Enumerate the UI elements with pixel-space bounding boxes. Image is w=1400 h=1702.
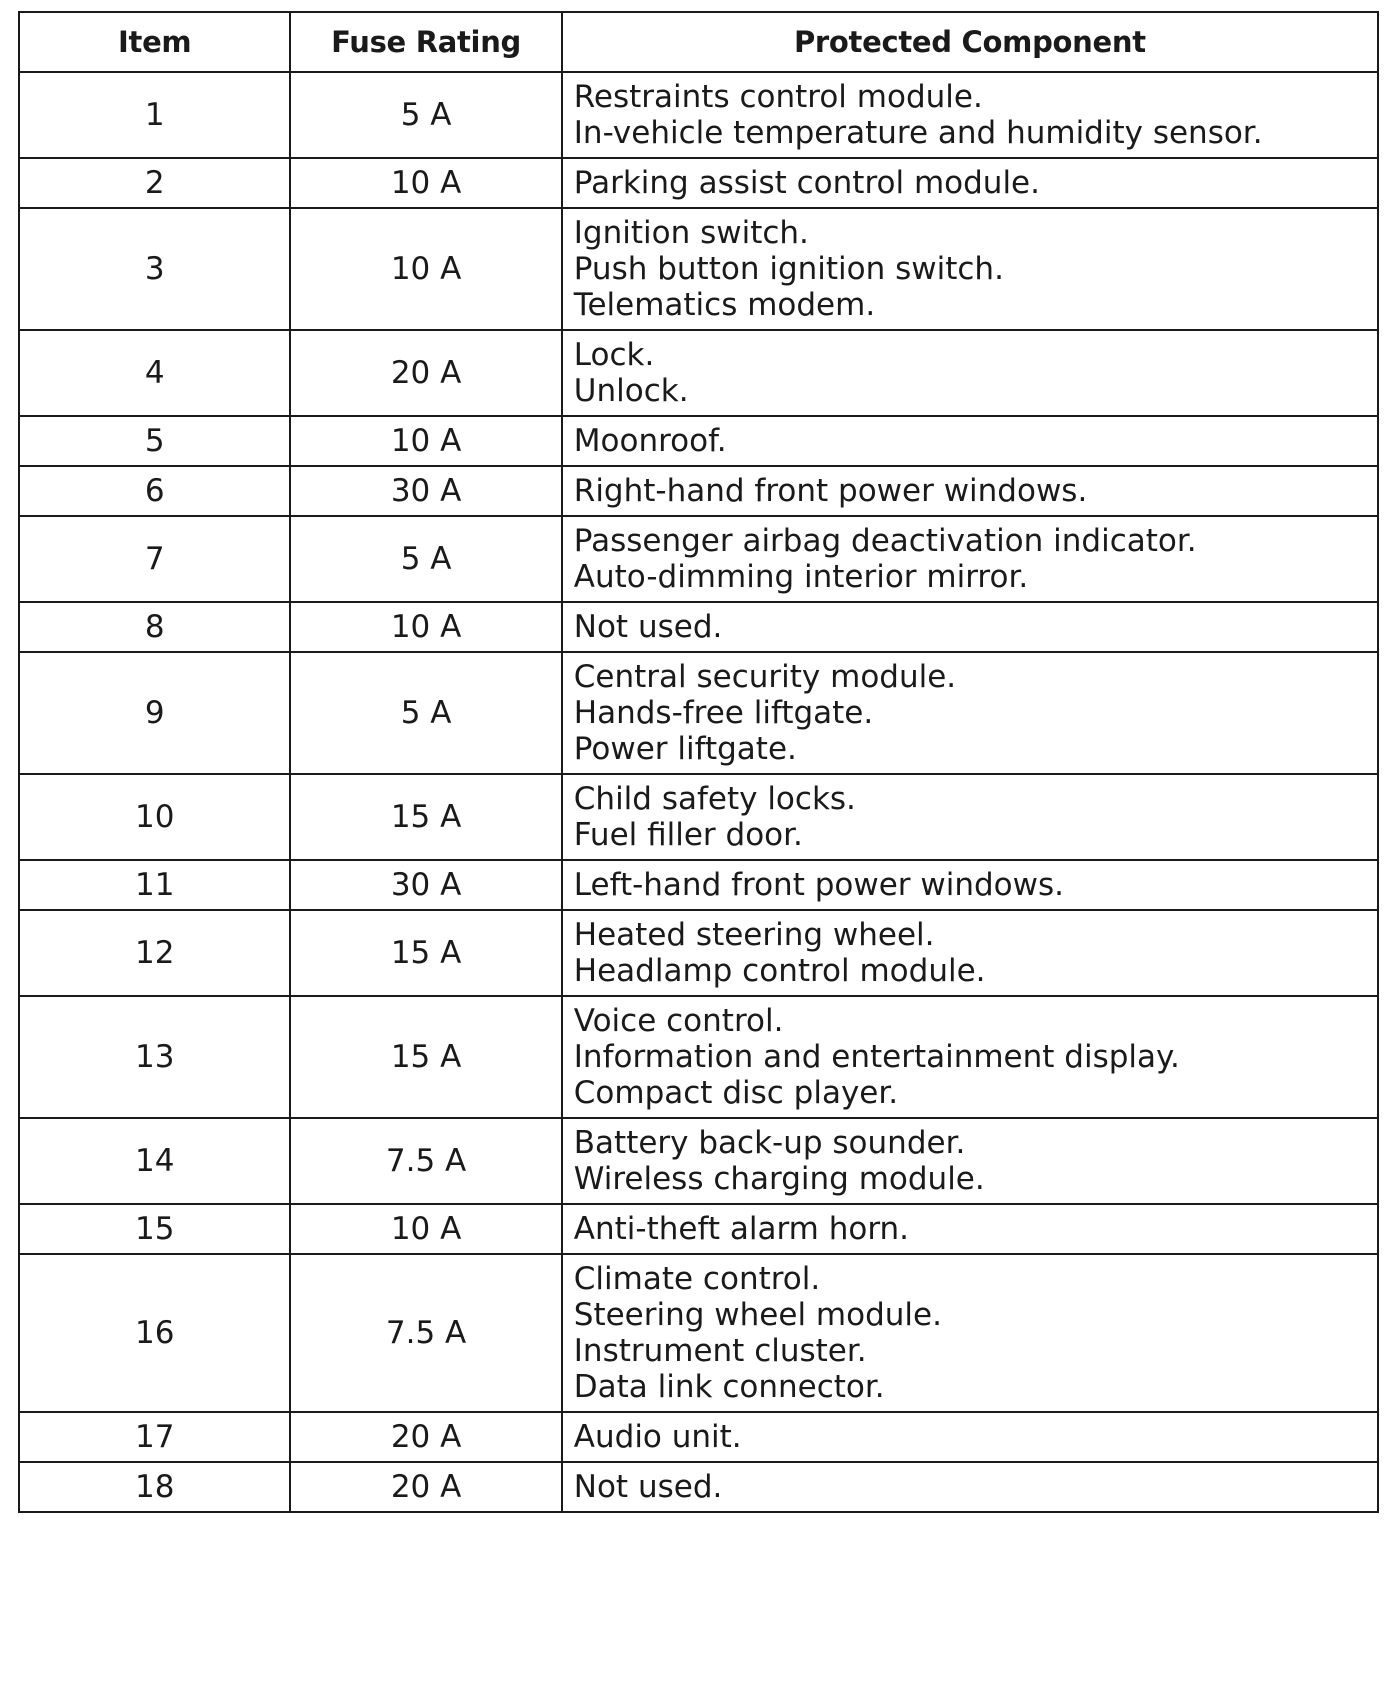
table-row: [19, 602, 1378, 652]
table-row: [19, 1118, 1378, 1204]
fuse-rating: 7.5 A: [290, 1118, 561, 1204]
fuse-rating: 10 A: [290, 602, 561, 652]
protected-component: Ignition switch.: [573, 215, 809, 251]
table-row: [19, 72, 1378, 158]
protected-component-cell: [562, 1118, 1378, 1204]
item-number: 7: [19, 516, 290, 602]
table-body: [19, 72, 1378, 1512]
protected-component-cell: [562, 1462, 1378, 1512]
fuse-rating: 10 A: [290, 158, 561, 208]
protected-component: Steering wheel module.: [573, 1297, 942, 1333]
table-row: [19, 516, 1378, 602]
item-number: 10: [19, 774, 290, 860]
protected-component: Lock.: [573, 337, 655, 373]
fuse-rating: 7.5 A: [290, 1254, 561, 1412]
item-number: 15: [19, 1204, 290, 1254]
table-row: [19, 330, 1378, 416]
item-number: 13: [19, 996, 290, 1118]
protected-component-cell: [562, 1254, 1378, 1412]
protected-component: Not used.: [573, 609, 723, 645]
fuse-rating: 15 A: [290, 996, 561, 1118]
protected-component: Auto-dimming interior mirror.: [573, 559, 1029, 595]
fuse-table: [18, 11, 1379, 1513]
fuse-rating: 10 A: [290, 208, 561, 330]
protected-component-cell: [562, 516, 1378, 602]
protected-component: Battery back-up sounder.: [573, 1125, 966, 1161]
item-number: 9: [19, 652, 290, 774]
fuse-rating: 5 A: [290, 516, 561, 602]
protected-component: Passenger airbag deactivation indicator.: [573, 523, 1197, 559]
protected-component: Heated steering wheel.: [573, 917, 935, 953]
protected-component: Parking assist control module.: [573, 165, 1040, 201]
protected-component-cell: [562, 860, 1378, 910]
item-number: 6: [19, 466, 290, 516]
table-row: [19, 466, 1378, 516]
protected-component: Instrument cluster.: [573, 1333, 867, 1369]
protected-component: In-vehicle temperature and humidity sensor.: [573, 115, 1263, 151]
item-number: 11: [19, 860, 290, 910]
protected-component: Compact disc player.: [573, 1075, 899, 1111]
table-row: [19, 996, 1378, 1118]
protected-component-cell: [562, 1204, 1378, 1254]
fuse-rating: 5 A: [290, 72, 561, 158]
fuse-rating: 10 A: [290, 416, 561, 466]
protected-component: Restraints control module.: [573, 79, 983, 115]
table-row: [19, 652, 1378, 774]
protected-component-cell: [562, 774, 1378, 860]
protected-component: Fuel filler door.: [573, 817, 803, 853]
item-number: 1: [19, 72, 290, 158]
item-number: 5: [19, 416, 290, 466]
protected-component: Wireless charging module.: [573, 1161, 985, 1197]
fuse-rating: 15 A: [290, 774, 561, 860]
protected-component-cell: [562, 416, 1378, 466]
protected-component: Climate control.: [573, 1261, 821, 1297]
protected-component: Right-hand front power windows.: [573, 473, 1088, 509]
table-row: [19, 1412, 1378, 1462]
table-row: [19, 1204, 1378, 1254]
table-header-row: [19, 12, 1378, 72]
table-row: [19, 860, 1378, 910]
fuse-rating: 20 A: [290, 1412, 561, 1462]
protected-component-cell: [562, 330, 1378, 416]
fuse-rating: 10 A: [290, 1204, 561, 1254]
protected-component: Child safety locks.: [573, 781, 856, 817]
protected-component: Hands-free liftgate.: [573, 695, 874, 731]
table-row: [19, 1462, 1378, 1512]
fuse-rating: 20 A: [290, 330, 561, 416]
protected-component: Moonroof.: [573, 423, 727, 459]
protected-component: Unlock.: [573, 373, 689, 409]
fuse-rating: 30 A: [290, 466, 561, 516]
fuse-rating: 15 A: [290, 910, 561, 996]
table-row: [19, 910, 1378, 996]
protected-component-cell: [562, 72, 1378, 158]
item-number: 3: [19, 208, 290, 330]
item-number: 14: [19, 1118, 290, 1204]
protected-component-cell: [562, 652, 1378, 774]
item-number: 16: [19, 1254, 290, 1412]
protected-component: Not used.: [573, 1469, 723, 1505]
item-number: 8: [19, 602, 290, 652]
protected-component: Data link connector.: [573, 1369, 885, 1405]
protected-component: Power liftgate.: [573, 731, 797, 767]
table-row: [19, 158, 1378, 208]
protected-component: Anti-theft alarm horn.: [573, 1211, 910, 1247]
table-row: [19, 416, 1378, 466]
protected-component-cell: [562, 996, 1378, 1118]
header-protected-component: Protected Component: [562, 12, 1378, 72]
protected-component: Telematics modem.: [573, 287, 876, 323]
protected-component-cell: [562, 1412, 1378, 1462]
table-row: [19, 208, 1378, 330]
table-row: [19, 774, 1378, 860]
header-item: Item: [19, 12, 290, 72]
protected-component-cell: [562, 208, 1378, 330]
item-number: 18: [19, 1462, 290, 1512]
fuse-rating: 5 A: [290, 652, 561, 774]
fuse-rating: 30 A: [290, 860, 561, 910]
table-row: [19, 1254, 1378, 1412]
protected-component: Voice control.: [573, 1003, 784, 1039]
protected-component-cell: [562, 602, 1378, 652]
item-number: 12: [19, 910, 290, 996]
protected-component: Push button ignition switch.: [573, 251, 1004, 287]
protected-component: Audio unit.: [573, 1419, 742, 1455]
protected-component-cell: [562, 466, 1378, 516]
header-fuse-rating: Fuse Rating: [290, 12, 561, 72]
protected-component: Left-hand front power windows.: [573, 867, 1064, 903]
protected-component: Headlamp control module.: [573, 953, 986, 989]
item-number: 2: [19, 158, 290, 208]
item-number: 4: [19, 330, 290, 416]
protected-component-cell: [562, 158, 1378, 208]
protected-component-cell: [562, 910, 1378, 996]
item-number: 17: [19, 1412, 290, 1462]
protected-component: Information and entertainment display.: [573, 1039, 1180, 1075]
fuse-rating: 20 A: [290, 1462, 561, 1512]
protected-component: Central security module.: [573, 659, 957, 695]
